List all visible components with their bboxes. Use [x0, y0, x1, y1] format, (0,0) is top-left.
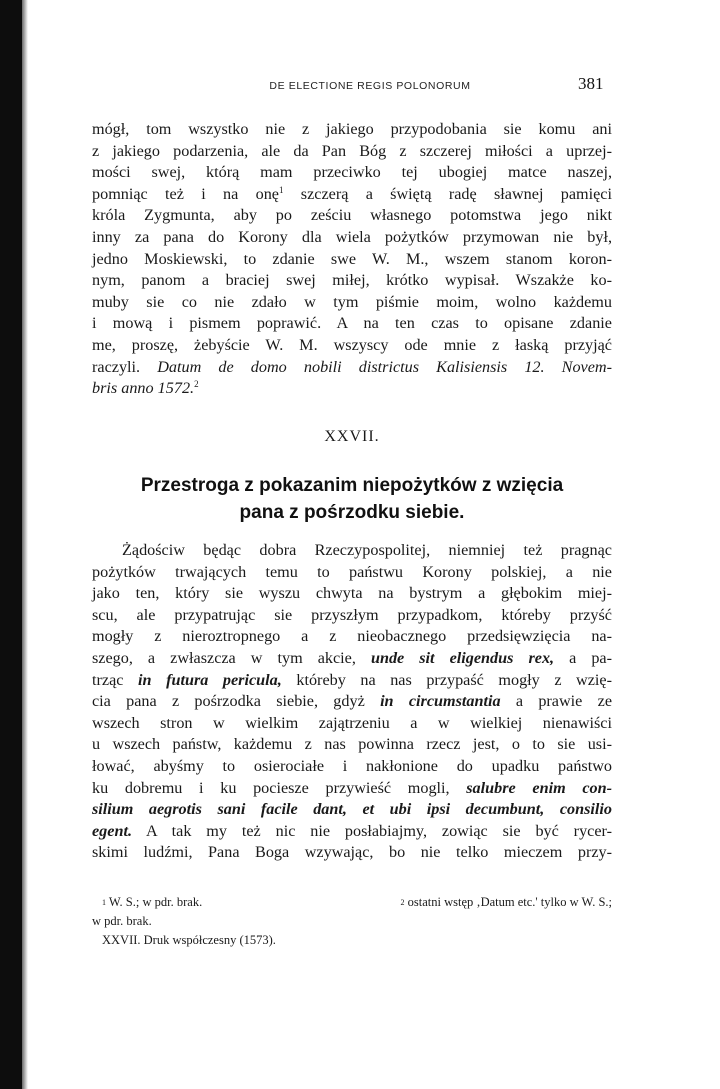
latin-phrase: silium aegrotis sani facile dant, et ubi ipsi decumbunt, consilio — [92, 800, 612, 819]
text-line: mości swej, którą mam przeciwko tej ubogiej matce naszej, — [92, 163, 612, 182]
text-line: z jakiego podarzenia, ale da Pan Bóg z szczerej miłości a uprzej- — [92, 141, 612, 160]
text-segment: szego, a zwłaszcza w tym akcie, — [92, 648, 356, 667]
heading-line: Przestroga z pokazanim niepożytków z wzięcia — [140, 475, 564, 496]
footnotes — [92, 893, 612, 950]
text-line: jako ten, który sie wyszu chwyta na bystrym a głębokim miej- — [92, 584, 612, 603]
footnote-number: 1 — [102, 898, 106, 907]
text-line — [92, 670, 612, 692]
text-segment: A tak my też nic nie posłabiajmy, zowiąc sie być rycer- — [146, 821, 612, 840]
chapter-heading — [92, 472, 612, 526]
chapter-number: XXVII. — [324, 428, 380, 445]
text-line — [92, 184, 612, 206]
text-line: wszech stron w wielkim zajątrzeniu a w wielkiej nienawiści — [92, 713, 612, 732]
text-segment: któreby na nas przypaść mogły z wzię- — [296, 670, 613, 689]
text-segment: a prawie ze — [515, 692, 612, 711]
text-line: inny za pana do Korony dla wiela pożytków przymowan nie był, — [92, 227, 612, 246]
text-segment: pomniąc też i na onę — [92, 184, 279, 203]
paragraph-main — [92, 540, 612, 864]
text-line: mogły z nieroztropnego a z nieobacznego przedsięwzięcia na- — [92, 627, 612, 646]
text-segment: cia pana z pośrzodka siebie, gdyż — [92, 692, 365, 711]
text-line: u wszech państw, każdemu z nas powinna rzecz jest, o to sie usi- — [92, 735, 612, 754]
text-segment: trząc — [92, 670, 124, 689]
book-spine-shadow — [0, 0, 22, 1089]
footnote-number: 2 — [400, 898, 405, 907]
text-line — [92, 799, 612, 821]
text-segment: szczerą a świętą radę sławnej pamięci — [300, 184, 612, 203]
text-line: mógł, tom wszystko nie z jakiego przypodobania sie komu ani — [92, 120, 612, 138]
text-line: króla Zygmunta, aby po ześciu własnego potomstwa jego nikt — [92, 206, 612, 225]
text-line: me, proszę, żebyście W. M. wszyscy ode mnie z łaską przyjąć — [92, 335, 612, 354]
text-line — [92, 778, 612, 800]
text-segment: raczyli. — [92, 357, 141, 376]
footnote-2 — [401, 893, 612, 912]
footnote-mark: 1 — [278, 184, 284, 195]
book-gutter-gradient — [22, 0, 28, 1089]
footnote-text: W. S.; w pdr. brak. — [108, 895, 203, 909]
footnote-mark: 2 — [194, 379, 199, 390]
heading-line: pana z pośrzodku siebie. — [239, 502, 465, 523]
text-line — [92, 691, 612, 713]
latin-dating: Datum de domo nobili districtus Kalisiensis 12. Novem- — [157, 357, 613, 376]
text-line: i mową i pismem poprawić. A na ten czas to opisane zdanie — [92, 314, 612, 333]
text-line — [92, 357, 612, 379]
text-line — [92, 648, 612, 670]
text-line: pożytków trwających temu to państwu Korony polskiej, a nie — [92, 562, 612, 581]
latin-dating: bris anno 1572. — [92, 379, 195, 398]
text-line — [92, 378, 612, 400]
text-line: jedno Moskiewski, to zdanie swe W. M., wszem stanom koron- — [92, 249, 612, 268]
text-segment: a pa- — [569, 648, 613, 667]
text-line: scu, ale przypatrując sie przyszłym przypadkom, któreby przyść — [92, 605, 612, 624]
latin-phrase: salubre enim con- — [466, 778, 613, 797]
footnote-row — [92, 893, 612, 912]
running-head: DE ELECTIONE REGIS POLONORUM — [269, 80, 471, 92]
source-note: XXVII. Druk współczesny (1573). — [102, 933, 276, 947]
page-number: 381 — [578, 74, 604, 93]
latin-phrase: in circumstantia — [380, 692, 501, 711]
latin-phrase: in futura pericula, — [138, 670, 282, 689]
text-line: nym, panom a braciej swej miłej, krótko wypisał. Wszakże ko- — [92, 271, 612, 290]
text-line: łować, abyśmy to osierociałe i nakłonione do upadku państwo — [92, 756, 612, 775]
text-line: skimi ludźmi, Pana Boga wzywając, bo nie telko mieczem przy- — [92, 843, 612, 862]
footnote-continuation: w pdr. brak. — [92, 914, 152, 928]
text-segment: ku dobremu i ku pociesze przywieść mogli, — [92, 778, 450, 797]
text-line: muby sie co nie zdało w tym piśmie moim, wolno każdemu — [92, 292, 612, 311]
paragraph-continued — [92, 119, 612, 400]
latin-phrase: egent. — [92, 821, 133, 840]
text-line — [92, 821, 612, 843]
footnote-1 — [92, 893, 202, 912]
latin-phrase: unde sit eligendus rex, — [370, 648, 555, 667]
footnote-text: ostatni wstęp ‚Datum etc.' tylko w W. S.; — [407, 895, 612, 909]
text-line: Żądościw będąc dobra Rzeczypospolitej, niemniej też pragnąc — [122, 541, 612, 559]
